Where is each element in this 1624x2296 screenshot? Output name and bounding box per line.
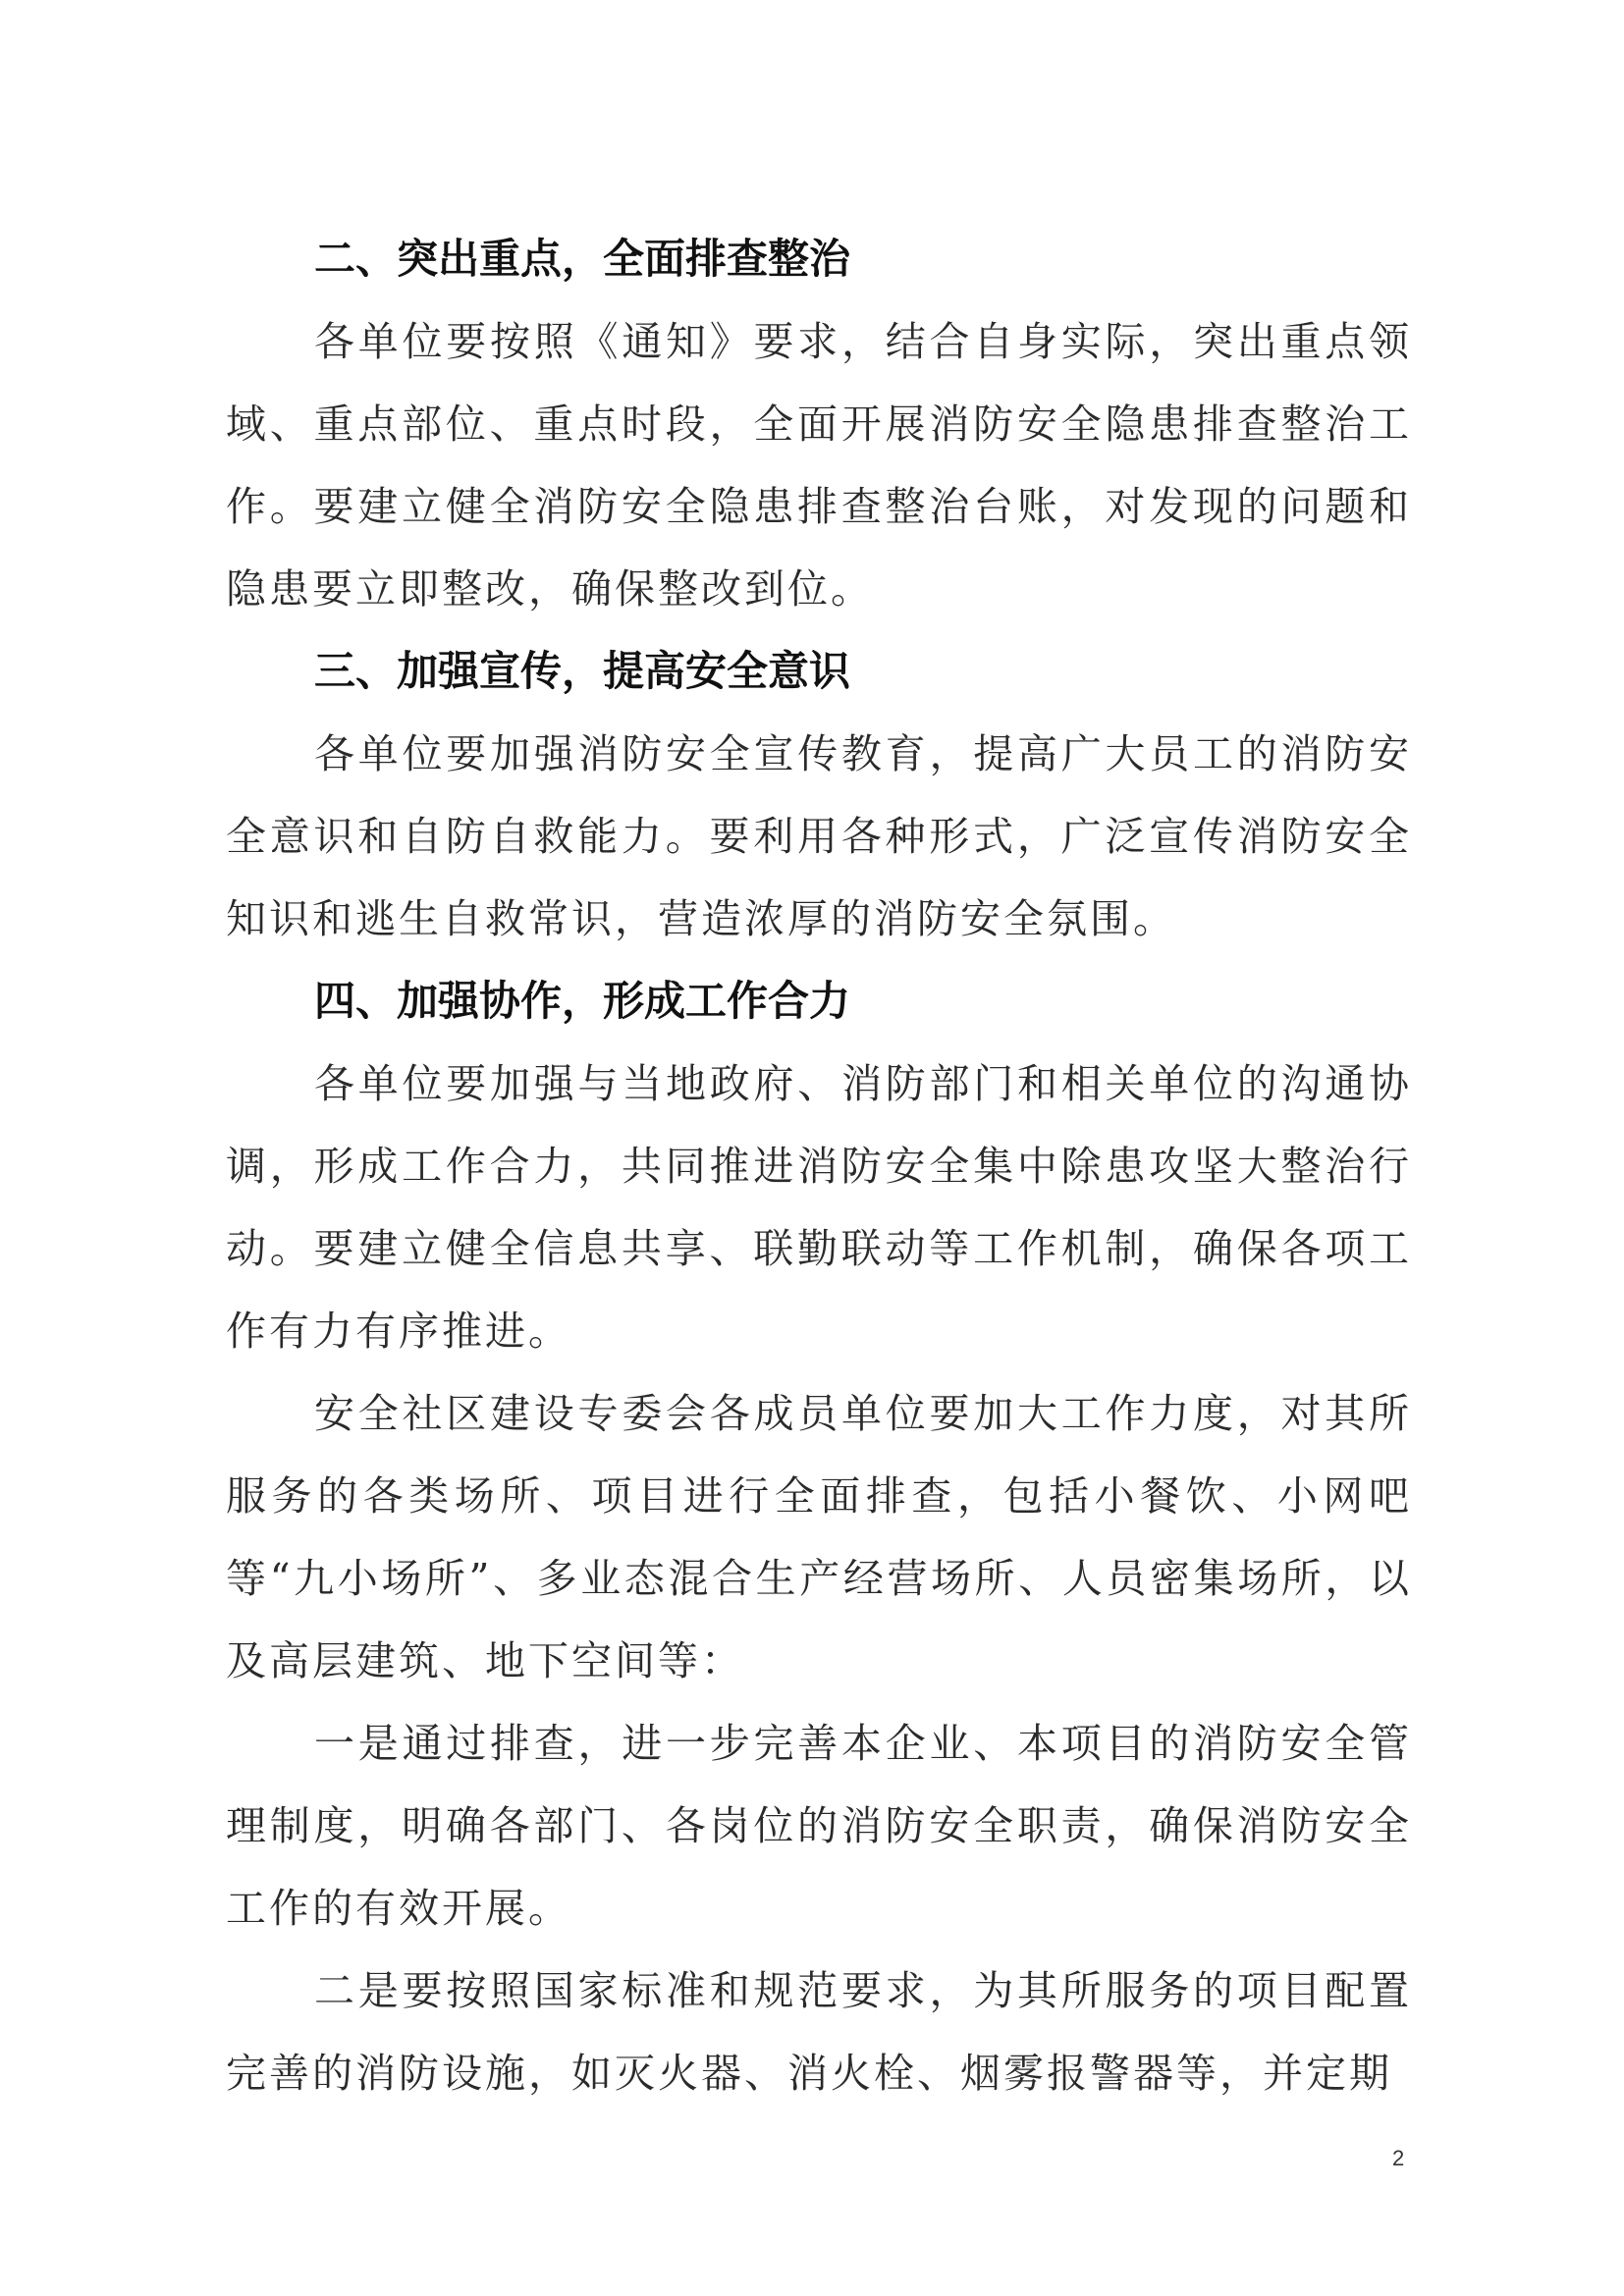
section-heading-4: 四、加强协作，形成工作合力 bbox=[314, 977, 851, 1025]
section-heading-3: 三、加强宣传，提高安全意识 bbox=[314, 647, 851, 695]
section-2-paragraph: 各单位要按照《通知》要求，结合自身实际，突出重点领域、重点部位、重点时段，全面开展消防安全隐患排查整治工作。要建立健全消防安全隐患排查整治台账，对发现的问题和隐患要立即整改，确保整改到位。 bbox=[226, 318, 1412, 613]
document-body bbox=[226, 218, 1412, 2114]
section-heading-2: 二、突出重点，全面排查整治 bbox=[314, 235, 851, 283]
section-3-paragraph: 各单位要加强消防安全宣传教育，提高广大员工的消防安全意识和自防自救能力。要利用各种形式，广泛宣传消防安全知识和逃生自救常识，营造浓厚的消防安全氛围。 bbox=[226, 730, 1412, 942]
section-4-paragraph-4: 二是要按照国家标准和规范要求，为其所服务的项目配置完善的消防设施，如灭火器、消火栓、烟雾报警器等，并定期 bbox=[226, 1967, 1412, 2097]
section-4-paragraph-1: 各单位要加强与当地政府、消防部门和相关单位的沟通协调，形成工作合力，共同推进消防安全集中除患攻坚大整治行动。要建立健全信息共享、联勤联动等工作机制，确保各项工作有力有序推进。 bbox=[226, 1060, 1412, 1355]
page-number: 2 bbox=[1392, 2146, 1405, 2170]
section-4-paragraph-3: 一是通过排查，进一步完善本企业、本项目的消防安全管理制度，明确各部门、各岗位的消防安全职责，确保消防安全工作的有效开展。 bbox=[226, 1720, 1412, 1932]
section-4-paragraph-2: 安全社区建设专委会各成员单位要加大工作力度，对其所服务的各类场所、项目进行全面排查，包括小餐饮、小网吧等“九小场所”、多业态混合生产经营场所、人员密集场所，以及高层建筑、地下空间等： bbox=[226, 1390, 1412, 1684]
